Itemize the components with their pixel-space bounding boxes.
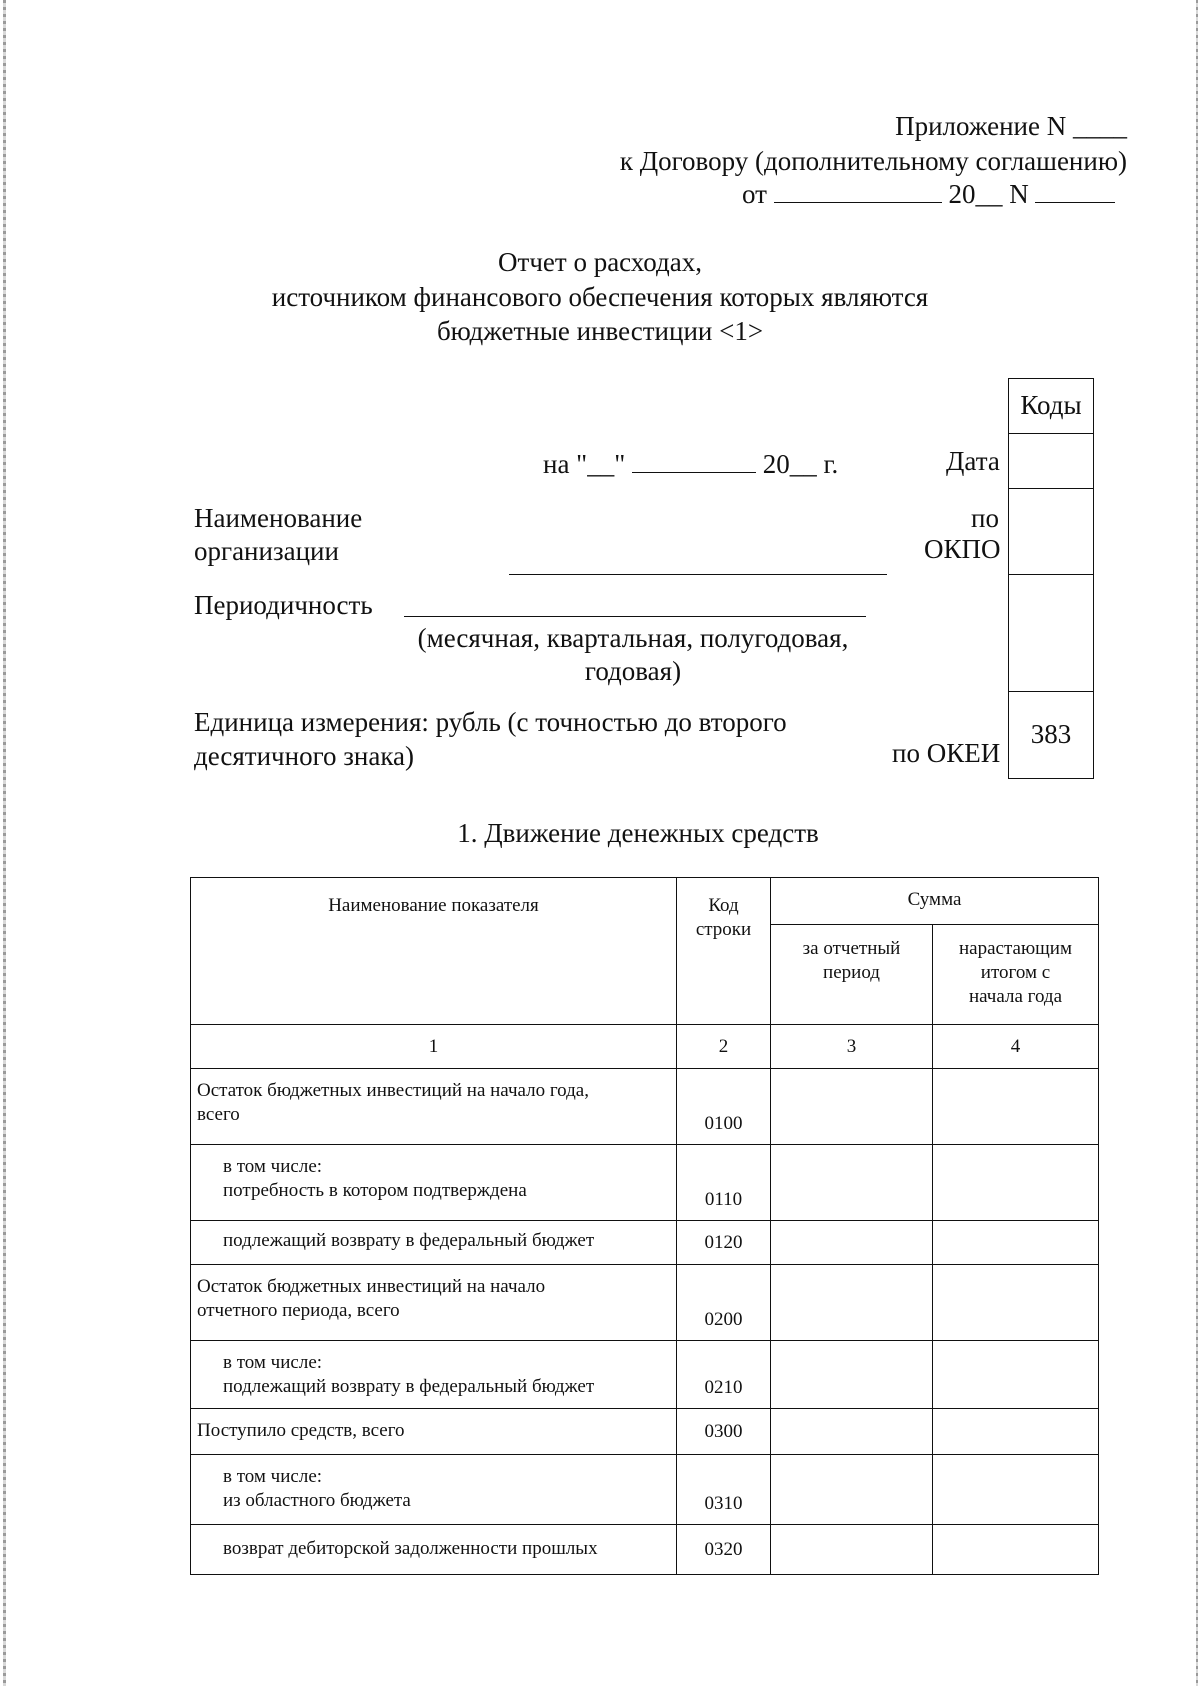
row-name-line-2: потребность в котором подтверждена <box>223 1180 527 1201</box>
header-total-line-1: нарастающим <box>959 938 1072 959</box>
organization-label-2: организации <box>194 536 339 566</box>
periodicity-field[interactable] <box>404 616 866 617</box>
date-code-label: Дата <box>946 446 1000 476</box>
appendix-line-1: Приложение N ____ <box>895 111 1127 141</box>
row-value-period[interactable] <box>771 1525 933 1575</box>
title-line-1: Отчет о расходах, <box>498 247 702 277</box>
periodicity-hint-1: (месячная, квартальная, полугодовая, <box>417 623 849 653</box>
periodicity-label: Периодичность <box>194 590 373 620</box>
contract-number-blank[interactable] <box>1035 180 1115 203</box>
row-value-period[interactable] <box>771 1409 933 1455</box>
row-name-line-2: из областного бюджета <box>223 1490 411 1511</box>
row-code: 0320 <box>677 1525 771 1575</box>
row-code: 0120 <box>677 1221 771 1265</box>
header-name-text: Наименование показателя <box>328 895 539 916</box>
organization-name-field[interactable] <box>509 574 887 575</box>
row-code: 0310 <box>677 1455 771 1525</box>
unit-line-1: Единица измерения: рубль (с точностью до второго <box>194 707 787 737</box>
row-value-period[interactable] <box>771 1455 933 1525</box>
unit-line-2: десятичного знака) <box>194 741 415 771</box>
table-row <box>191 1145 1099 1221</box>
row-name <box>191 1409 677 1455</box>
row-code: 0100 <box>677 1069 771 1145</box>
row-code: 0300 <box>677 1409 771 1455</box>
header-sum-text: Сумма <box>907 889 962 910</box>
report-date-prefix: на "__" <box>543 449 626 479</box>
row-value-period[interactable] <box>771 1069 933 1145</box>
header-period-line-2: период <box>823 962 880 983</box>
column-number-4: 4 <box>933 1025 1099 1069</box>
table-row <box>191 1265 1099 1341</box>
row-value-total[interactable] <box>933 1409 1099 1455</box>
title-line-2: источником финансового обеспечения которых являются <box>271 282 929 312</box>
appendix-line-2: к Договору (дополнительному соглашению) <box>619 146 1127 176</box>
header-total-line-2: итогом с <box>980 962 1051 983</box>
header-period <box>771 925 933 1025</box>
column-number-2: 2 <box>677 1025 771 1069</box>
row-value-period[interactable] <box>771 1145 933 1221</box>
row-value-period[interactable] <box>771 1265 933 1341</box>
row-value-total[interactable] <box>933 1341 1099 1409</box>
row-value-total[interactable] <box>933 1069 1099 1145</box>
row-value-total[interactable] <box>933 1525 1099 1575</box>
header-code <box>677 878 771 1025</box>
row-name-line-1: Остаток бюджетных инвестиций на начало года, <box>197 1080 589 1101</box>
row-name <box>191 1525 677 1575</box>
header-name <box>191 878 677 1025</box>
header-code-line-1: Код <box>708 895 739 916</box>
row-name-line-2: отчетного периода, всего <box>197 1300 400 1321</box>
row-name-line-1: в том числе: <box>223 1156 323 1177</box>
row-code: 0110 <box>677 1145 771 1221</box>
header-sum <box>771 878 1099 925</box>
table-row <box>191 1341 1099 1409</box>
periodicity-hint-2: годовая) <box>584 656 682 686</box>
appendix-line-3 <box>742 178 1115 210</box>
row-name-line-1: Остаток бюджетных инвестиций на начало <box>197 1276 546 1297</box>
column-number-row <box>191 1025 1099 1069</box>
appendix-year-number: 20__ N <box>948 179 1029 209</box>
header-period-line-1: за отчетный <box>802 938 901 959</box>
row-code: 0210 <box>677 1341 771 1409</box>
row-name-line-2: всего <box>197 1104 240 1125</box>
column-number-3: 3 <box>771 1025 933 1069</box>
code-periodicity-cell[interactable] <box>1009 575 1093 692</box>
row-name <box>191 1265 677 1341</box>
codes-box <box>1008 378 1094 779</box>
code-okei-cell: 383 <box>1009 692 1093 779</box>
row-name-line-1: в том числе: <box>223 1466 323 1487</box>
row-name-line-1: в том числе: <box>223 1352 323 1373</box>
header-total-line-3: начала года <box>968 986 1063 1007</box>
row-value-total[interactable] <box>933 1455 1099 1525</box>
okpo-code-label-1: по <box>971 503 999 533</box>
row-name <box>191 1221 677 1265</box>
header-total <box>933 925 1099 1025</box>
row-value-period[interactable] <box>771 1341 933 1409</box>
section-title: 1. Движение денежных средств <box>457 818 819 848</box>
title-line-3: бюджетные инвестиции <1> <box>436 316 764 346</box>
report-date-year: 20__ г. <box>762 449 839 479</box>
row-value-period[interactable] <box>771 1221 933 1265</box>
column-number-1: 1 <box>191 1025 677 1069</box>
row-name <box>191 1145 677 1221</box>
row-name <box>191 1069 677 1145</box>
row-name <box>191 1455 677 1525</box>
row-value-total[interactable] <box>933 1265 1099 1341</box>
code-date-cell[interactable] <box>1009 434 1093 489</box>
contract-date-blank[interactable] <box>774 180 942 203</box>
codes-header: Коды <box>1009 379 1093 434</box>
appendix-from-label: от <box>742 179 767 209</box>
row-value-total[interactable] <box>933 1145 1099 1221</box>
okei-code-label: по ОКЕИ <box>892 738 1001 768</box>
report-month-blank[interactable] <box>632 450 756 473</box>
row-value-total[interactable] <box>933 1221 1099 1265</box>
table-row <box>191 1409 1099 1455</box>
table-row <box>191 1455 1099 1525</box>
okpo-code-label-2: ОКПО <box>924 534 1001 564</box>
table-row <box>191 1069 1099 1145</box>
row-code: 0200 <box>677 1265 771 1341</box>
header-code-line-2: строки <box>695 919 752 940</box>
row-name-line-2: подлежащий возврату в федеральный бюджет <box>223 1376 595 1397</box>
table-row <box>191 1221 1099 1265</box>
row-name-line-1: возврат дебиторской задолженности прошлых <box>223 1538 598 1559</box>
table-row <box>191 1525 1099 1575</box>
cash-flow-table <box>190 877 1099 1575</box>
organization-label-1: Наименование <box>194 503 363 533</box>
row-name-line-1: подлежащий возврату в федеральный бюджет <box>223 1230 595 1251</box>
row-name <box>191 1341 677 1409</box>
row-name-line-1: Поступило средств, всего <box>197 1420 405 1441</box>
code-okpo-cell[interactable] <box>1009 489 1093 575</box>
report-date <box>543 448 838 480</box>
